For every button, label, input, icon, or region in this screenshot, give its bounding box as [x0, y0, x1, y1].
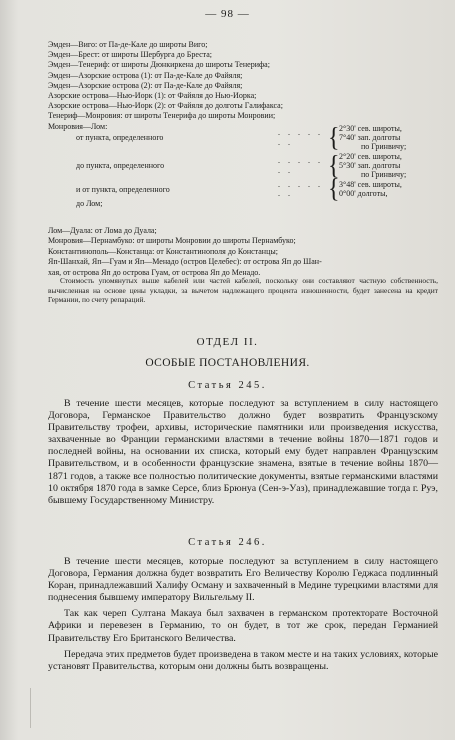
segment-label: и от пункта, определенного — [76, 184, 170, 194]
cable-line: Монровия—Лом: — [48, 121, 108, 131]
article-245-paragraph: В течение шести месяцев, которые последуют за вступлением в силу настоящего Договора, Германское Правительство должно будет возвратить Французскому Правительству трофеи, архивы, исторические памятники или произведения искусства, захваченные во Франции германскими властями в течение войны 1870—1871 годов и последней войны, на основании их списка, который ему будет направлен Французским Правительством, и в особенности французские знамена, взятые в течение войны 1870—1871 годов, а также все полностью политические документы, взятые германскими властями 10 октября 1870 года в замке Серсе, близ Брюнуа (Сен-э-Уаз), принадлежавшие тогда г. Руэ, бывшему Государственному Министру. — [48, 398, 438, 506]
cable-line: Эмден—Тенериф: от широты Дюнкиркена до широты Тенерифа; — [48, 60, 270, 70]
segment-leader-dots: . . . . . . . — [278, 156, 323, 175]
segment-coordinates — [339, 180, 402, 198]
coordinate-line: 2°30' сев. широты, — [339, 124, 402, 133]
cost-note-paragraph: Стоимость упомянутых выше кабелей или частей кабелей, поскольку они составляют частную собственность, вычисленная на основе цены укладки, за вычетом надлежащего процента изношенности, будет занесена на кредит Германии, по счету репараций. — [48, 276, 438, 305]
coordinate-line: по Гринвичу; — [361, 142, 407, 151]
segment-leader-dots: . . . . . . . — [278, 180, 323, 199]
section-title: ОСОБЫЕ ПОСТАНОВЛЕНИЯ. — [145, 357, 310, 369]
cable-list — [48, 40, 433, 132]
article-246-body — [48, 556, 438, 673]
section-heading: ОТДЕЛ II. — [196, 336, 259, 348]
cable-line: хая, от острова Яп до острова Гуам, от острова Яп до Менадо. — [48, 267, 261, 277]
brace-icon: { — [328, 122, 340, 153]
segment-label: до пункта, определенного — [76, 160, 165, 170]
page-edge-mark — [30, 688, 37, 728]
cable-line: Эмден—Брест: от широты Шербурга до Бреста; — [48, 50, 213, 60]
segment-coordinates — [339, 124, 406, 151]
segment-leader-dots: . . . . . . . — [278, 128, 323, 147]
article-246-paragraph: Передача этих предметов будет произведена в таком месте и на таких условиях, которые установят Правительства, которым они должны быть возвращены. — [48, 648, 438, 672]
segment-label: от пункта, определенного — [76, 132, 164, 142]
cable-line: Константинополь—Констанца: от Константинополя до Констанцы; — [48, 246, 278, 256]
brace-icon: { — [328, 150, 340, 181]
cable-line: Эмден—Виго: от Па-де-Кале до широты Виго; — [48, 40, 208, 49]
cable-list-continued — [48, 226, 438, 278]
article-245-heading: Статья 245. — [188, 380, 267, 391]
coordinate-line: 7°40' зап. долготы — [339, 133, 401, 142]
coordinate-line: 0°00' долготы, — [339, 189, 388, 199]
article-246-paragraph: В течение шести месяцев, которые последуют за вступлением в силу настоящего Договора, Германия должна будет возвратить Его Величеству Королю Геджаса подлинный Коран, принадлежавший Халифу Осману и захваченный в Медине турецкими властями для поднесения бывшему императору Вильгельму II. — [48, 556, 438, 604]
page-number: — 98 — — [205, 8, 250, 20]
article-245-body — [48, 398, 438, 507]
article-246-paragraph: Так как череп Султана Макауа был захвачен в германском протекторате Восточной Африки и перевезен в Германию, то он будет, в тот же срок, передан Германией Правительству Его Британского Величества. — [48, 608, 438, 644]
coordinate-line: по Гринвичу; — [361, 170, 407, 179]
coordinate-line: 5°30' зап. долготы — [339, 161, 401, 170]
cable-line: Эмден—Азорские острова (1): от Па-де-Кале до Файяля; — [48, 70, 243, 80]
article-246-heading: Статья 246. — [188, 537, 267, 548]
segment-row — [48, 121, 443, 153]
cable-line: Яп-Шанхай, Яп—Гуам и Яп—Менадо (остров Целебес): от острова Яп до Шан- — [48, 257, 322, 267]
segment-end: до Лом; — [76, 199, 103, 209]
cable-line: Лом—Дуала: от Лома до Дуала; — [48, 226, 157, 235]
cable-line: Тенериф—Монровия: от широты Тенерифа до широты Монровии; — [48, 111, 276, 121]
segment-coordinates — [339, 152, 406, 179]
coordinate-line: 3°48' сев. широты, — [339, 180, 402, 190]
coordinate-segments — [48, 121, 443, 209]
brace-icon: { — [328, 174, 340, 205]
cable-line: Азорские острова—Нью-Иорк (2): от Файяля до долготы Галифакса; — [48, 101, 283, 111]
coordinate-line: 2°20' сев. широты, — [339, 152, 402, 161]
segment-row — [48, 152, 443, 179]
cable-line: Эмден—Азорские острова (2): от Па-де-Кале до Файяля; — [48, 80, 243, 90]
cable-line: Монровия—Пернамбуко: от широты Монровии до широты Пернамбуко; — [48, 236, 296, 246]
cable-line: Азорские острова—Нью-Иорк (1): от Файяля до Нью-Иорка; — [48, 91, 257, 101]
